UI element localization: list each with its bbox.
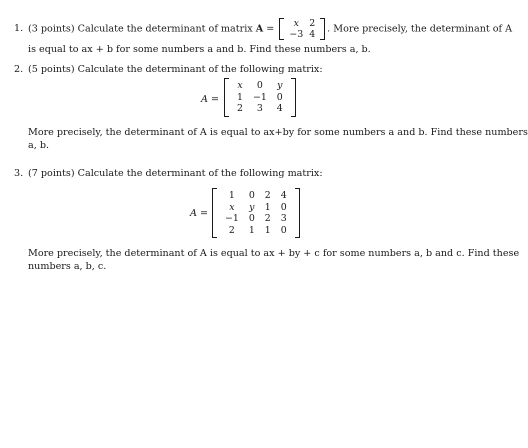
matrix-cell: x: [293, 18, 299, 29]
matrix-cell: 4: [280, 190, 287, 201]
matrix-cell: y: [249, 201, 255, 213]
matrix-cell: 1: [228, 190, 235, 201]
matrix-cell: 0: [276, 91, 283, 103]
problem-points: (7 points): [28, 168, 75, 179]
matrix-cell: 2: [237, 103, 243, 114]
matrix-label: A =: [201, 94, 220, 105]
problem-points: (3 points): [28, 23, 75, 35]
matrix-table: [286, 18, 318, 40]
problem-text: Calculate the determinant of the following matrix:: [77, 168, 323, 179]
matrix-cell: 1: [264, 201, 271, 213]
matrix-cell: 0: [280, 201, 287, 213]
matrix-cell: x: [229, 201, 235, 213]
display-matrix: [212, 188, 300, 238]
problem-number: 1.: [14, 23, 24, 34]
matrix-cell: y: [277, 80, 283, 91]
matrix-cell: −1: [252, 91, 267, 103]
display-matrix: [224, 78, 296, 117]
problem-3-line-after-1: More precisely, the determinant of A is equal to ax + by + c for some numbers a, b and c. Find these: [28, 248, 520, 259]
matrix-cell: x: [237, 80, 243, 91]
matrix-cell: 0: [256, 80, 263, 91]
matrix-cell: 4: [276, 103, 283, 114]
matrix-cell: 2: [264, 213, 271, 224]
matrix-cell: 1: [248, 224, 255, 236]
matrix-cell: −3: [289, 29, 304, 40]
problem-3-intro: [28, 168, 323, 180]
problem-2-line-after-1: More precisely, the determinant of A is equal to ax+by for some numbers a and b. Find these numbers: [28, 127, 528, 138]
matrix-cell: 4: [309, 29, 316, 40]
inline-matrix: [279, 18, 325, 40]
matrix-label: A =: [190, 208, 209, 219]
matrix-cell: 0: [248, 213, 255, 224]
problem-1-line-2: is equal to ax + b for some numbers a and b. Find these numbers a, b.: [28, 44, 371, 55]
matrix-cell: 2: [309, 18, 316, 29]
matrix-symbol: A: [255, 23, 264, 35]
left-bracket: [224, 78, 229, 117]
problem-points: (5 points): [28, 64, 75, 75]
problem-text: . More precisely, the determinant of A: [327, 23, 513, 35]
matrix-cell: 2: [228, 224, 235, 236]
problem-text: Calculate the determinant of matrix: [77, 23, 253, 35]
matrix-cell: 3: [280, 213, 287, 224]
problem-2-line-after-2: a, b.: [28, 140, 50, 151]
right-bracket: [320, 18, 325, 40]
matrix-cell: 1: [237, 91, 243, 103]
matrix-cell: 2: [264, 190, 271, 201]
matrix-cell: 3: [256, 103, 263, 114]
left-bracket: [279, 18, 284, 40]
problem-text: Calculate the determinant of the following matrix:: [77, 64, 323, 75]
matrix-cell: 1: [264, 224, 271, 236]
problem-number: 3.: [14, 168, 24, 179]
matrix-cell: −1: [225, 213, 239, 224]
right-bracket: [295, 188, 300, 238]
left-bracket: [212, 188, 217, 238]
problem-number: 2.: [14, 64, 24, 75]
problem-3-line-after-2: numbers a, b, c.: [28, 261, 107, 272]
problem-2-intro: [28, 64, 323, 76]
matrix-table: [232, 80, 288, 115]
right-bracket: [291, 78, 296, 117]
problem-1-line-1: [28, 18, 512, 40]
equals-sign: =: [266, 23, 275, 35]
matrix-cell: 0: [248, 190, 255, 201]
matrix-table: [220, 190, 292, 236]
matrix-cell: 0: [280, 224, 287, 236]
